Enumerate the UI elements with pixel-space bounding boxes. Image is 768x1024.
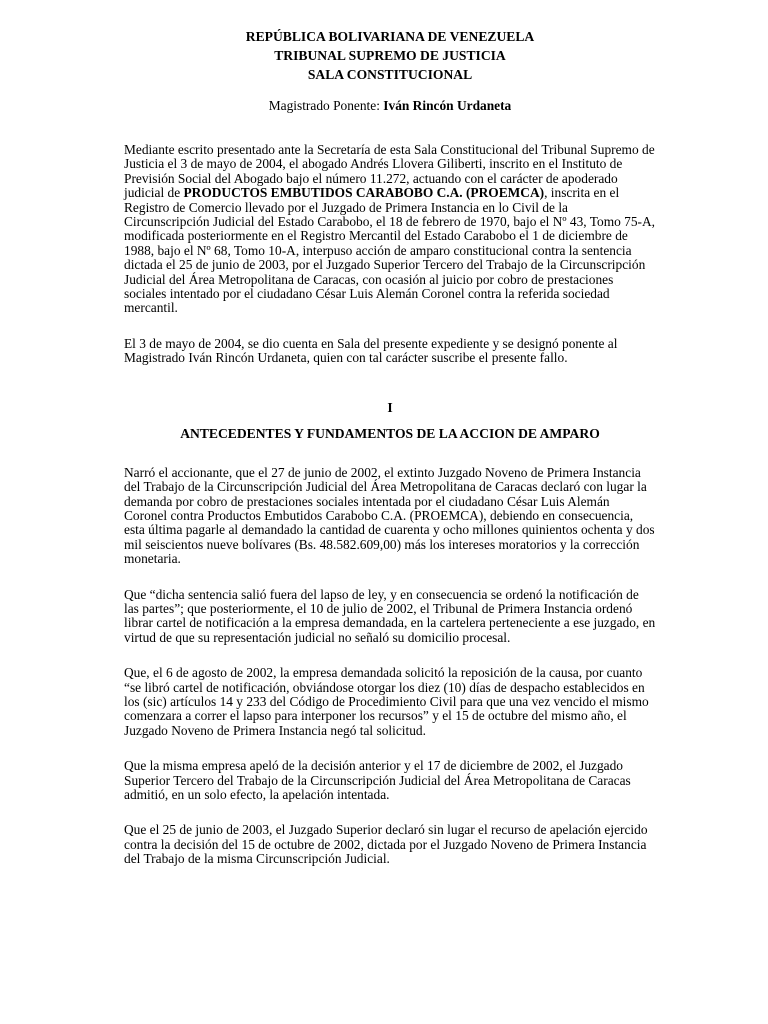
paragraph-escrito [124, 143, 656, 316]
header-sala: SALA CONSTITUCIONAL [307, 67, 473, 82]
magistrado-ponente [124, 98, 656, 114]
paragraph-reposicion: Que, el 6 de agosto de 2002, la empresa demandada solicitó la reposición de la causa, por cuanto “se libró cartel de notificación, obviándose otorgar los diez (10) días de despacho establecidos en los (sic) artículos 14 y 233 del Código de Procedimiento Civil para que una vez vencido el mismo comenzara a correr el lapso para interponer los recursos” y el 15 de octubre del mismo año, el Juzgado Noveno de Primera Instancia negó tal solicitud. [124, 665, 649, 738]
ponente-name: Iván Rincón Urdaneta [383, 98, 512, 113]
paragraph-escrito-part2: , inscrita en el Registro de Comercio llevado por el Juzgado de Primera Instancia en lo Civil de la Circunscripción Judicial del Estado Carabobo, el 18 de febrero de 1970, bajo el Nº 43, Tomo 75-A, modificada posteriormente en el Registro Mercantil del Estado Carabobo el 1 de diciembre de 1988, bajo el Nº 68, Tomo 10-A, interpuso acción de amparo constitucional contra la sentencia dictada el 25 de junio de 2003, por el Juzgado Superior Tercero del Trabajo de la Circunscripción Judicial del Área Metropolitana de Caracas, con ocasión al juicio por cobro de prestaciones sociales intentado por el ciudadano César Luis Alemán Coronel contra la referida sociedad mercantil. [124, 185, 656, 316]
company-name: PRODUCTOS EMBUTIDOS CARABOBO C.A. (PROEMCA) [183, 185, 545, 201]
header-tribunal: TRIBUNAL SUPREMO DE JUSTICIA [274, 48, 506, 63]
paragraph-apelacion: Que la misma empresa apeló de la decisión anterior y el 17 de diciembre de 2002, el Juzgado Superior Tercero del Trabajo de la Circunscripción Judicial del Área Metropolitana de Caracas admitió, en un solo efecto, la apelación intentada. [124, 758, 631, 802]
paragraph-narro: Narró el accionante, que el 27 de junio de 2002, el extinto Juzgado Noveno de Primera Instancia del Trabajo de la Circunscripción Judicial del Área Metropolitana de Caracas declaró con lugar la demanda por cobro de prestaciones sociales intentada por el ciudadano César Luis Alemán Coronel contra Productos Embutidos Carabobo C.A. (PROEMCA), debiendo en consecuencia, esta última pagarle al demandado la cantidad de cuarenta y ocho millones quinientos ochenta y dos mil seiscientos nueve bolívares (Bs. 48.582.609,00) más los intereses moratorios y la corrección monetaria. [124, 464, 655, 567]
paragraph-sentencia: Que “dicha sentencia salió fuera del lapso de ley, y en consecuencia se ordenó la notificación de las partes”; que posteriormente, el 10 de julio de 2002, el Tribunal de Primera Instancia ordenó librar cartel de notificación a la empresa demandada, en la cartelera perteneciente a ese juzgado, en virtud de que su representación judicial no señaló su domicilio procesal. [124, 586, 656, 645]
ponente-label: Magistrado Ponente: [268, 98, 384, 113]
paragraph-juzgado-superior: Que el 25 de junio de 2003, el Juzgado Superior declaró sin lugar el recurso de apelación ejercido contra la decisión del 15 de octubre de 2002, dictada por el Juzgado Noveno de Primera Instancia del Trabajo de la misma Circunscripción Judicial. [124, 822, 648, 867]
section-number: I [387, 399, 393, 415]
paragraph-cuenta: El 3 de mayo de 2004, se dio cuenta en Sala del presente expediente y se designó ponente al Magistrado Iván Rincón Urdaneta, quien con tal carácter suscribe el presente fallo. [124, 335, 618, 366]
header-republic: REPÚBLICA BOLIVARIANA DE VENEZUELA [245, 29, 535, 44]
paragraph-escrito-part1: Mediante escrito presentado ante la Secretaría de esta Sala Constitucional del Tribunal Supremo de Justicia el 3 de mayo de 2004, el abogado Andrés Llovera Giliberti, inscrito en el Instituto de Previsión Social del Abogado bajo el número 11.272, actuando con el carácter de apoderado judicial de [124, 142, 655, 201]
section-title: ANTECEDENTES Y FUNDAMENTOS DE LA ACCION DE AMPARO [180, 425, 600, 441]
